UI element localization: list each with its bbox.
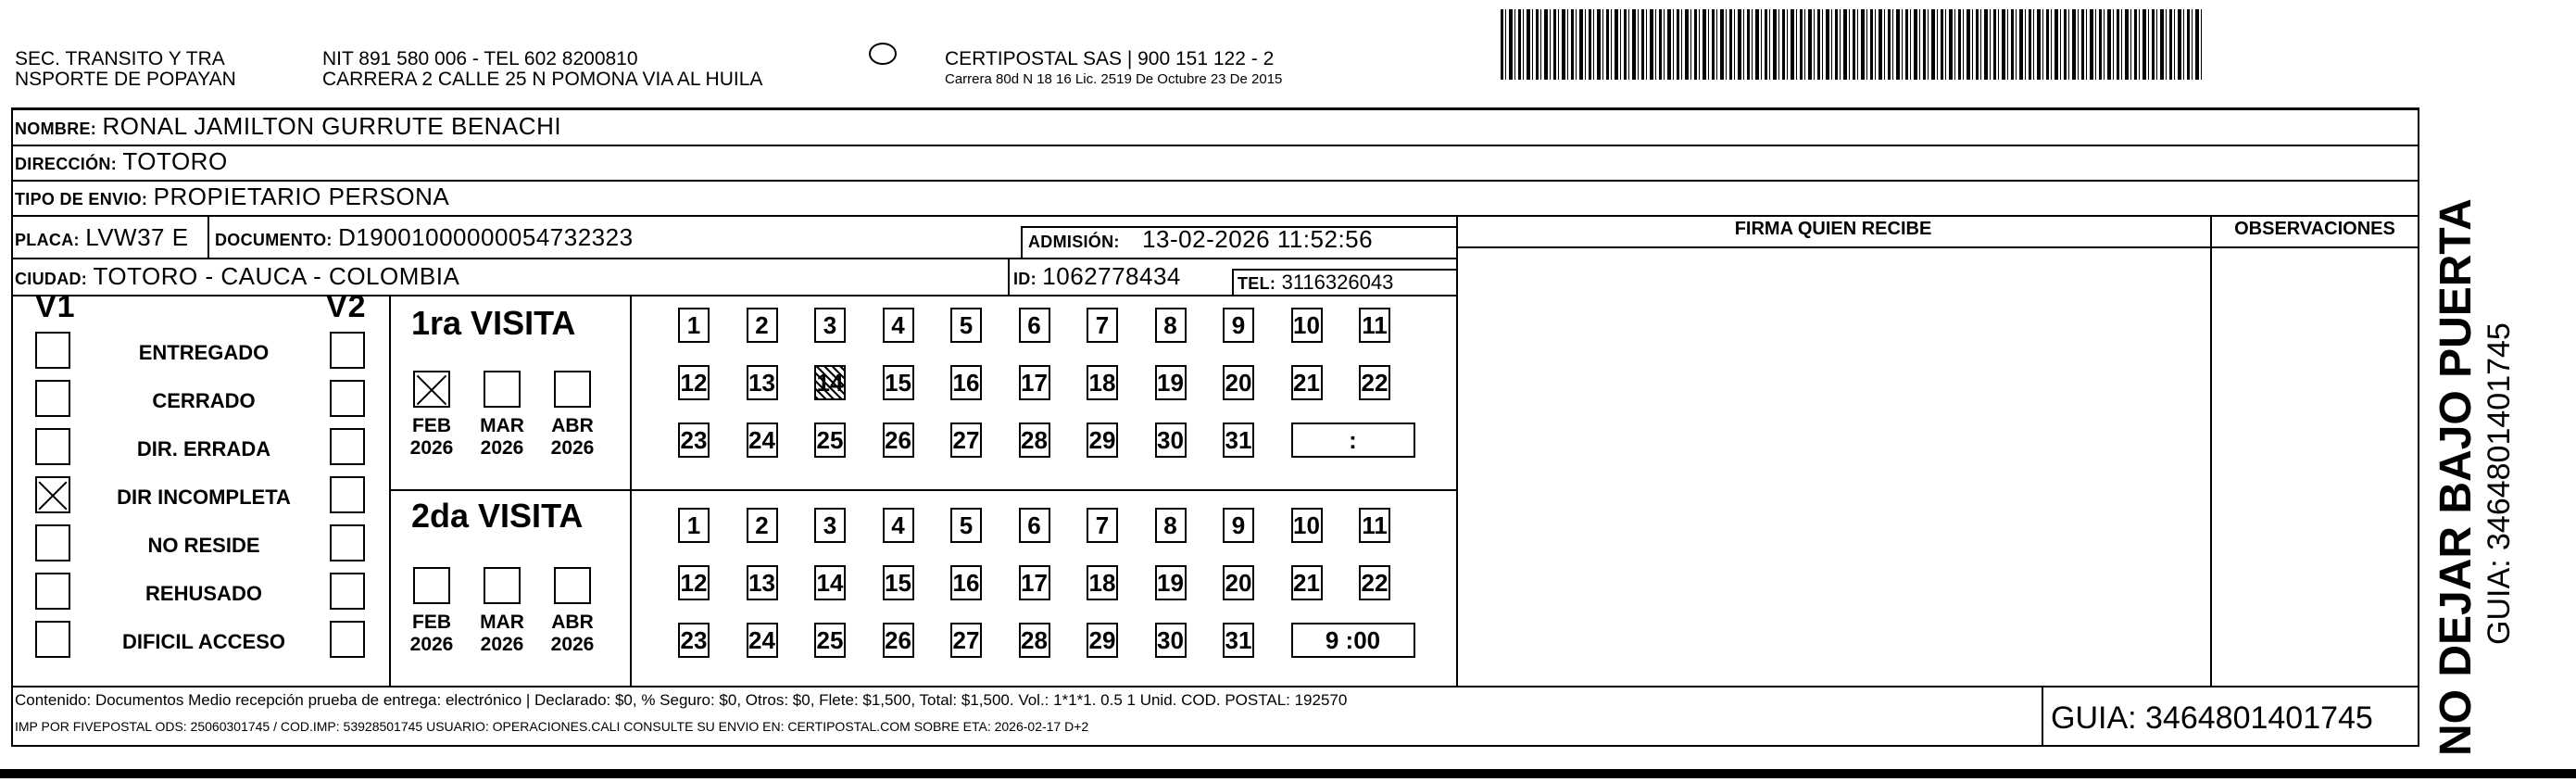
month-checkbox[interactable] [484, 567, 521, 604]
day-box[interactable]: 8 [1155, 308, 1187, 343]
day-box[interactable]: 23 [678, 423, 710, 458]
sender-line-1: SEC. TRANSITO Y TRA [15, 48, 225, 69]
tel-label: TEL: [1238, 274, 1276, 293]
day-box[interactable]: 28 [1019, 623, 1050, 658]
day-box[interactable]: 24 [747, 423, 778, 458]
day-box[interactable]: 17 [1019, 565, 1050, 600]
day-box[interactable]: 17 [1019, 365, 1050, 400]
day-box[interactable]: 7 [1087, 508, 1118, 543]
day-box[interactable]: 11 [1359, 308, 1390, 343]
month-label [545, 612, 600, 656]
day-box[interactable]: 4 [883, 508, 914, 543]
address-line: CARRERA 2 CALLE 25 N POMONA VIA AL HUILA [322, 69, 763, 90]
status-v2-checkbox[interactable] [330, 332, 365, 369]
courier-line: CERTIPOSTAL SAS | 900 151 122 - 2 [945, 48, 1275, 69]
day-box[interactable]: 8 [1155, 508, 1187, 543]
day-box[interactable]: 19 [1155, 565, 1187, 600]
v1-label: V1 [35, 289, 76, 324]
day-box[interactable]: 20 [1223, 565, 1254, 600]
documento-label: DOCUMENTO: [215, 231, 333, 249]
placa-field [15, 224, 189, 253]
month-checkbox[interactable] [413, 567, 450, 604]
direccion-label: DIRECCIÓN: [15, 155, 117, 173]
month-year: 2026 [409, 437, 454, 459]
month-label [474, 415, 530, 460]
tipo-envio-field [15, 183, 449, 212]
side-warning: NO DEJAR BAJO PUERTA [2431, 198, 2481, 756]
barcode [1501, 9, 2205, 80]
day-box[interactable]: 15 [883, 365, 914, 400]
day-box[interactable]: 25 [814, 423, 846, 458]
status-v1-checkbox[interactable] [35, 524, 70, 561]
month-name: ABR [551, 612, 594, 633]
day-box[interactable]: 31 [1223, 423, 1254, 458]
ciudad-field [15, 263, 459, 292]
day-box[interactable]: 22 [1359, 365, 1390, 400]
time-box[interactable]: 9 :00 [1291, 623, 1415, 658]
day-box[interactable]: 19 [1155, 365, 1187, 400]
day-box[interactable]: 7 [1087, 308, 1118, 343]
side-text [2432, 198, 2518, 756]
time-box[interactable]: : [1291, 423, 1415, 458]
day-box[interactable]: 12 [678, 565, 710, 600]
id-value: 1062778434 [1042, 262, 1181, 290]
month-year: 2026 [480, 437, 524, 459]
day-box[interactable]: 25 [814, 623, 846, 658]
nombre-value: RONAL JAMILTON GURRUTE BENACHI [102, 112, 562, 140]
v2-label: V2 [326, 289, 367, 324]
status-v1-checkbox[interactable] [35, 621, 70, 658]
day-box[interactable]: 9 [1223, 508, 1254, 543]
status-v1-checkbox[interactable] [35, 476, 70, 513]
day-box[interactable]: 29 [1087, 623, 1118, 658]
contenido-text: Contenido: Documentos Medio recepción prueba de entrega: electrónico | Declarado: $0, % Seguro: $0, Otros: $0, Flete: $1,500, Total: $1,500. Vol.: 1*1*1. 0.5 1 Unid. COD. POSTAL: 192570 [15, 691, 1348, 709]
day-box[interactable]: 14 [814, 565, 846, 600]
id-label: ID: [1013, 270, 1037, 288]
id-field [1013, 263, 1181, 292]
day-box[interactable]: 2 [747, 308, 778, 343]
day-box[interactable]: 26 [883, 423, 914, 458]
visit2-title: 2da VISITA [411, 497, 584, 535]
status-label: REHUSADO [145, 582, 262, 605]
day-box[interactable]: 13 [747, 565, 778, 600]
month-label [474, 612, 530, 656]
imp-text: IMP POR FIVEPOSTAL ODS: 25060301745 / COD.IMP: 53928501745 USUARIO: OPERACIONES.CALI CONSULTE SU ENVIO EN: CERTIPOSTAL.COM SOBRE ETA: 2026-02-17 D+2 [15, 719, 1089, 734]
status-v2-checkbox[interactable] [330, 621, 365, 658]
license-line: Carrera 80d N 18 16 Lic. 2519 De Octubre 23 De 2015 [945, 71, 1283, 87]
documento-value: D19001000000054732323 [338, 223, 634, 251]
status-v2-checkbox[interactable] [330, 476, 365, 513]
placa-value: LVW37 E [85, 223, 189, 251]
month-year: 2026 [480, 634, 524, 655]
month-checkbox[interactable] [484, 371, 521, 408]
tel-field [1238, 269, 1393, 296]
visit1-title: 1ra VISITA [411, 304, 576, 342]
day-box[interactable]: 16 [950, 365, 982, 400]
month-name: MAR [480, 612, 524, 633]
day-box[interactable]: 10 [1291, 508, 1323, 543]
day-box[interactable]: 16 [950, 565, 982, 600]
ciudad-label: CIUDAD: [15, 270, 88, 288]
month-name: FEB [412, 415, 451, 436]
day-box[interactable]: 26 [883, 623, 914, 658]
status-label: DIFICIL ACCESO [121, 630, 285, 653]
day-box[interactable]: 3 [814, 308, 846, 343]
side-guia: GUIA: 3464801401745 [2482, 322, 2517, 645]
documento-field [215, 224, 634, 253]
ciudad-value: TOTORO - CAUCA - COLOMBIA [93, 262, 460, 290]
admision-field [1028, 226, 1373, 255]
day-box[interactable]: 18 [1087, 565, 1118, 600]
day-box[interactable]: 22 [1359, 565, 1390, 600]
month-year: 2026 [550, 437, 595, 459]
month-checkbox[interactable] [413, 371, 450, 408]
month-name: MAR [480, 415, 524, 436]
day-box[interactable]: 12 [678, 365, 710, 400]
tel-value: 3116326043 [1281, 271, 1394, 294]
day-box[interactable]: 5 [950, 508, 982, 543]
day-box[interactable]: 13 [747, 365, 778, 400]
admision-value: 13-02-2026 11:52:56 [1142, 225, 1374, 253]
day-box[interactable]: 30 [1155, 423, 1187, 458]
month-label [404, 415, 459, 460]
day-box[interactable]: 24 [747, 623, 778, 658]
day-box[interactable]: 21 [1291, 565, 1323, 600]
month-label [404, 612, 459, 656]
guia-footer: GUIA: 3464801401745 [2051, 700, 2373, 736]
status-label: CERRADO [152, 389, 256, 412]
status-label: NO RESIDE [147, 534, 260, 557]
month-checkbox[interactable] [554, 567, 591, 604]
status-v1-checkbox[interactable] [35, 380, 70, 417]
sender-line-2: NSPORTE DE POPAYAN [15, 69, 236, 90]
direccion-field [15, 148, 228, 177]
courier-logo-icon [869, 43, 897, 65]
day-box[interactable]: 5 [950, 308, 982, 343]
month-name: FEB [412, 612, 451, 633]
month-label [545, 415, 600, 460]
day-box[interactable]: 2 [747, 508, 778, 543]
day-box[interactable]: 27 [950, 623, 982, 658]
day-box[interactable]: 20 [1223, 365, 1254, 400]
month-year: 2026 [550, 634, 595, 655]
day-box[interactable]: 11 [1359, 508, 1390, 543]
day-box[interactable]: 30 [1155, 623, 1187, 658]
status-v2-checkbox[interactable] [330, 524, 365, 561]
day-box[interactable]: 23 [678, 623, 710, 658]
month-year: 2026 [409, 634, 454, 655]
status-label: DIR. ERRADA [136, 437, 271, 460]
day-box[interactable]: 28 [1019, 423, 1050, 458]
nit-line: NIT 891 580 006 - TEL 602 8200810 [322, 48, 638, 69]
status-v1-checkbox[interactable] [35, 428, 70, 465]
day-box[interactable]: 18 [1087, 365, 1118, 400]
day-box[interactable]: 6 [1019, 508, 1050, 543]
observaciones-label: OBSERVACIONES [2234, 219, 2395, 239]
day-box[interactable]: 9 [1223, 308, 1254, 343]
day-box[interactable]: 6 [1019, 308, 1050, 343]
day-box[interactable]: 1 [678, 508, 710, 543]
day-box[interactable]: 29 [1087, 423, 1118, 458]
day-box[interactable]: 14 [814, 365, 846, 400]
placa-label: PLACA: [15, 231, 80, 249]
nombre-field [15, 113, 561, 142]
direccion-value: TOTORO [122, 147, 228, 175]
day-box[interactable]: 3 [814, 508, 846, 543]
day-box[interactable]: 31 [1223, 623, 1254, 658]
status-label: DIR INCOMPLETA [117, 486, 291, 509]
status-v1-checkbox[interactable] [35, 573, 70, 610]
status-v2-checkbox[interactable] [330, 573, 365, 610]
day-box[interactable]: 21 [1291, 365, 1323, 400]
admision-label: ADMISIÓN: [1028, 233, 1120, 251]
status-label: ENTREGADO [138, 341, 270, 364]
day-box[interactable]: 27 [950, 423, 982, 458]
day-box[interactable]: 1 [678, 308, 710, 343]
status-v2-checkbox[interactable] [330, 428, 365, 465]
status-v1-checkbox[interactable] [35, 332, 70, 369]
status-v2-checkbox[interactable] [330, 380, 365, 417]
day-box[interactable]: 4 [883, 308, 914, 343]
nombre-label: NOMBRE: [15, 120, 97, 138]
month-name: ABR [551, 415, 594, 436]
tipo-envio-label: TIPO DE ENVIO: [15, 190, 148, 208]
day-box[interactable]: 15 [883, 565, 914, 600]
day-box[interactable]: 10 [1291, 308, 1323, 343]
firma-label: FIRMA QUIEN RECIBE [1734, 219, 1932, 239]
tipo-envio-value: PROPIETARIO PERSONA [153, 183, 450, 210]
month-checkbox[interactable] [554, 371, 591, 408]
